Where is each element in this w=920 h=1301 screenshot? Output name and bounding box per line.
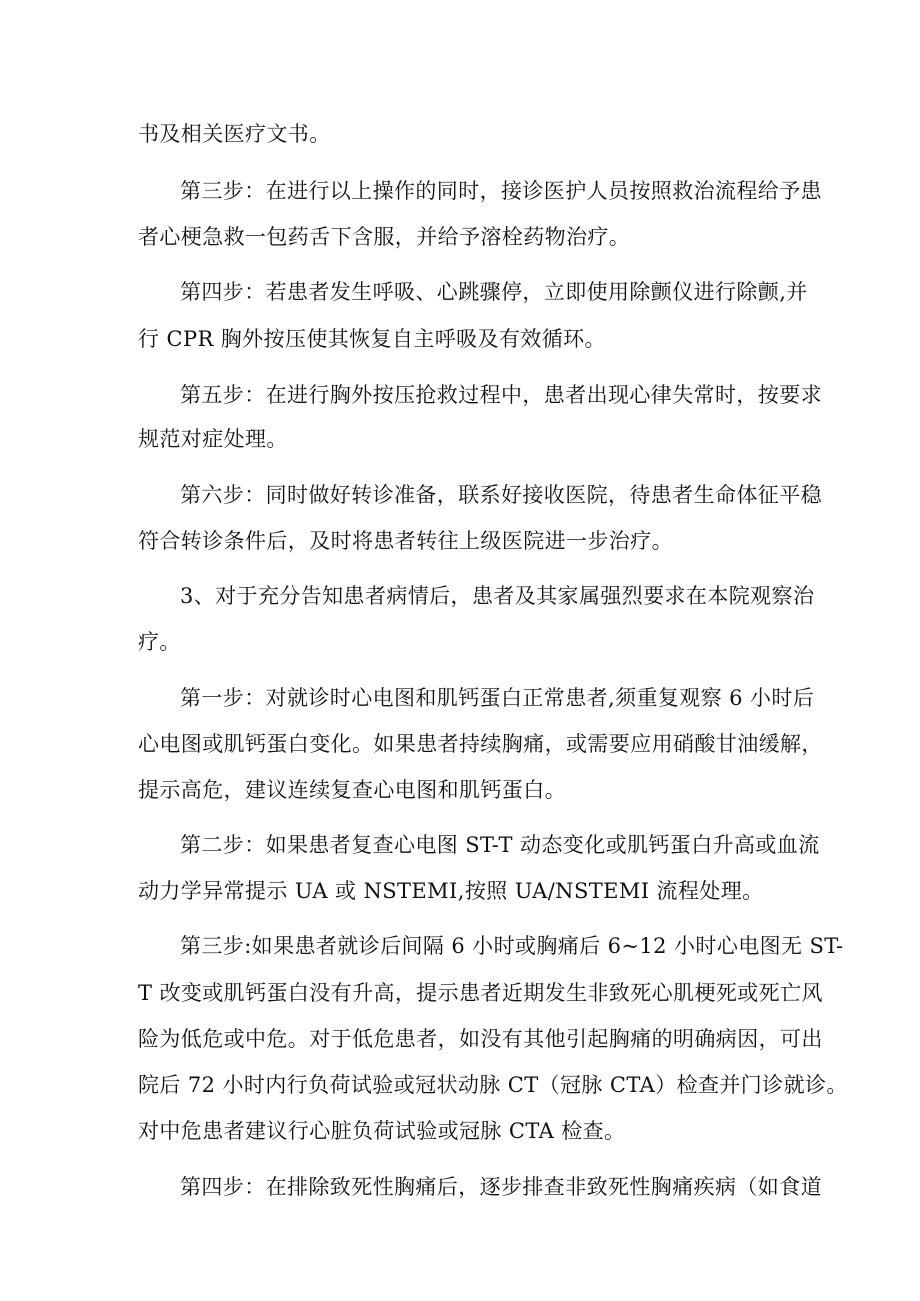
text-line: 心电图或肌钙蛋白变化。如果患者持续胸痛，或需要应用硝酸甘油缓解，: [138, 732, 823, 756]
text-line: 3、对于充分告知患者病情后，患者及其家属强烈要求在本院观察治: [180, 584, 815, 608]
text-line: 第四步：在排除致死性胸痛后，逐步排查非致死性胸痛疾病（如食道: [180, 1175, 822, 1199]
text-line: 第三步:如果患者就诊后间隔 6 小时或胸痛后 6~12 小时心电图无 ST-: [180, 934, 844, 958]
text-line: 第一步：对就诊时心电图和肌钙蛋白正常患者,须重复观察 6 小时后: [180, 686, 815, 710]
text-line: 行 CPR 胸外按压使其恢复自主呼吸及有效循环。: [138, 327, 606, 351]
text-line: 规范对症处理。: [138, 427, 288, 451]
text-line: 第二步：如果患者复查心电图 ST-T 动态变化或肌钙蛋白升高或血流: [180, 833, 820, 857]
text-line: 者心梗急救一包药舌下含服，并给予溶栓药物治疗。: [138, 225, 631, 249]
text-line: 第六步：同时做好转诊准备，联系好接收医院，待患者生命体征平稳: [180, 483, 822, 507]
text-line: 第四步：若患者发生呼吸、心跳骤停，立即使用除颤仪进行除颤,并: [180, 280, 808, 304]
text-line: 对中危患者建议行心脏负荷试验或冠脉 CTA 检查。: [138, 1119, 626, 1143]
text-line: 险为低危或中危。对于低危患者，如没有其他引起胸痛的明确病因，可出: [138, 1027, 823, 1051]
text-line: 第三步：在进行以上操作的同时，接诊医护人员按照救治流程给予患: [180, 179, 822, 203]
text-line: T 改变或肌钙蛋白没有升高，提示患者近期发生非致死心肌梗死或死亡风: [138, 981, 823, 1005]
text-line: 动力学异常提示 UA 或 NSTEMI,按照 UA/NSTEMI 流程处理。: [138, 879, 764, 903]
text-line: 提示高危，建议连续复查心电图和肌钙蛋白。: [138, 778, 566, 802]
text-line: 书及相关医疗文书。: [138, 122, 331, 146]
text-line: 符合转诊条件后，及时将患者转往上级医院进一步治疗。: [138, 529, 673, 553]
text-line: 院后 72 小时内行负荷试验或冠状动脉 CT（冠脉 CTA）检查并门诊就诊。: [138, 1073, 848, 1097]
text-line: 第五步：在进行胸外按压抢救过程中，患者出现心律失常时，按要求: [180, 383, 822, 407]
text-line: 疗。: [138, 630, 181, 654]
